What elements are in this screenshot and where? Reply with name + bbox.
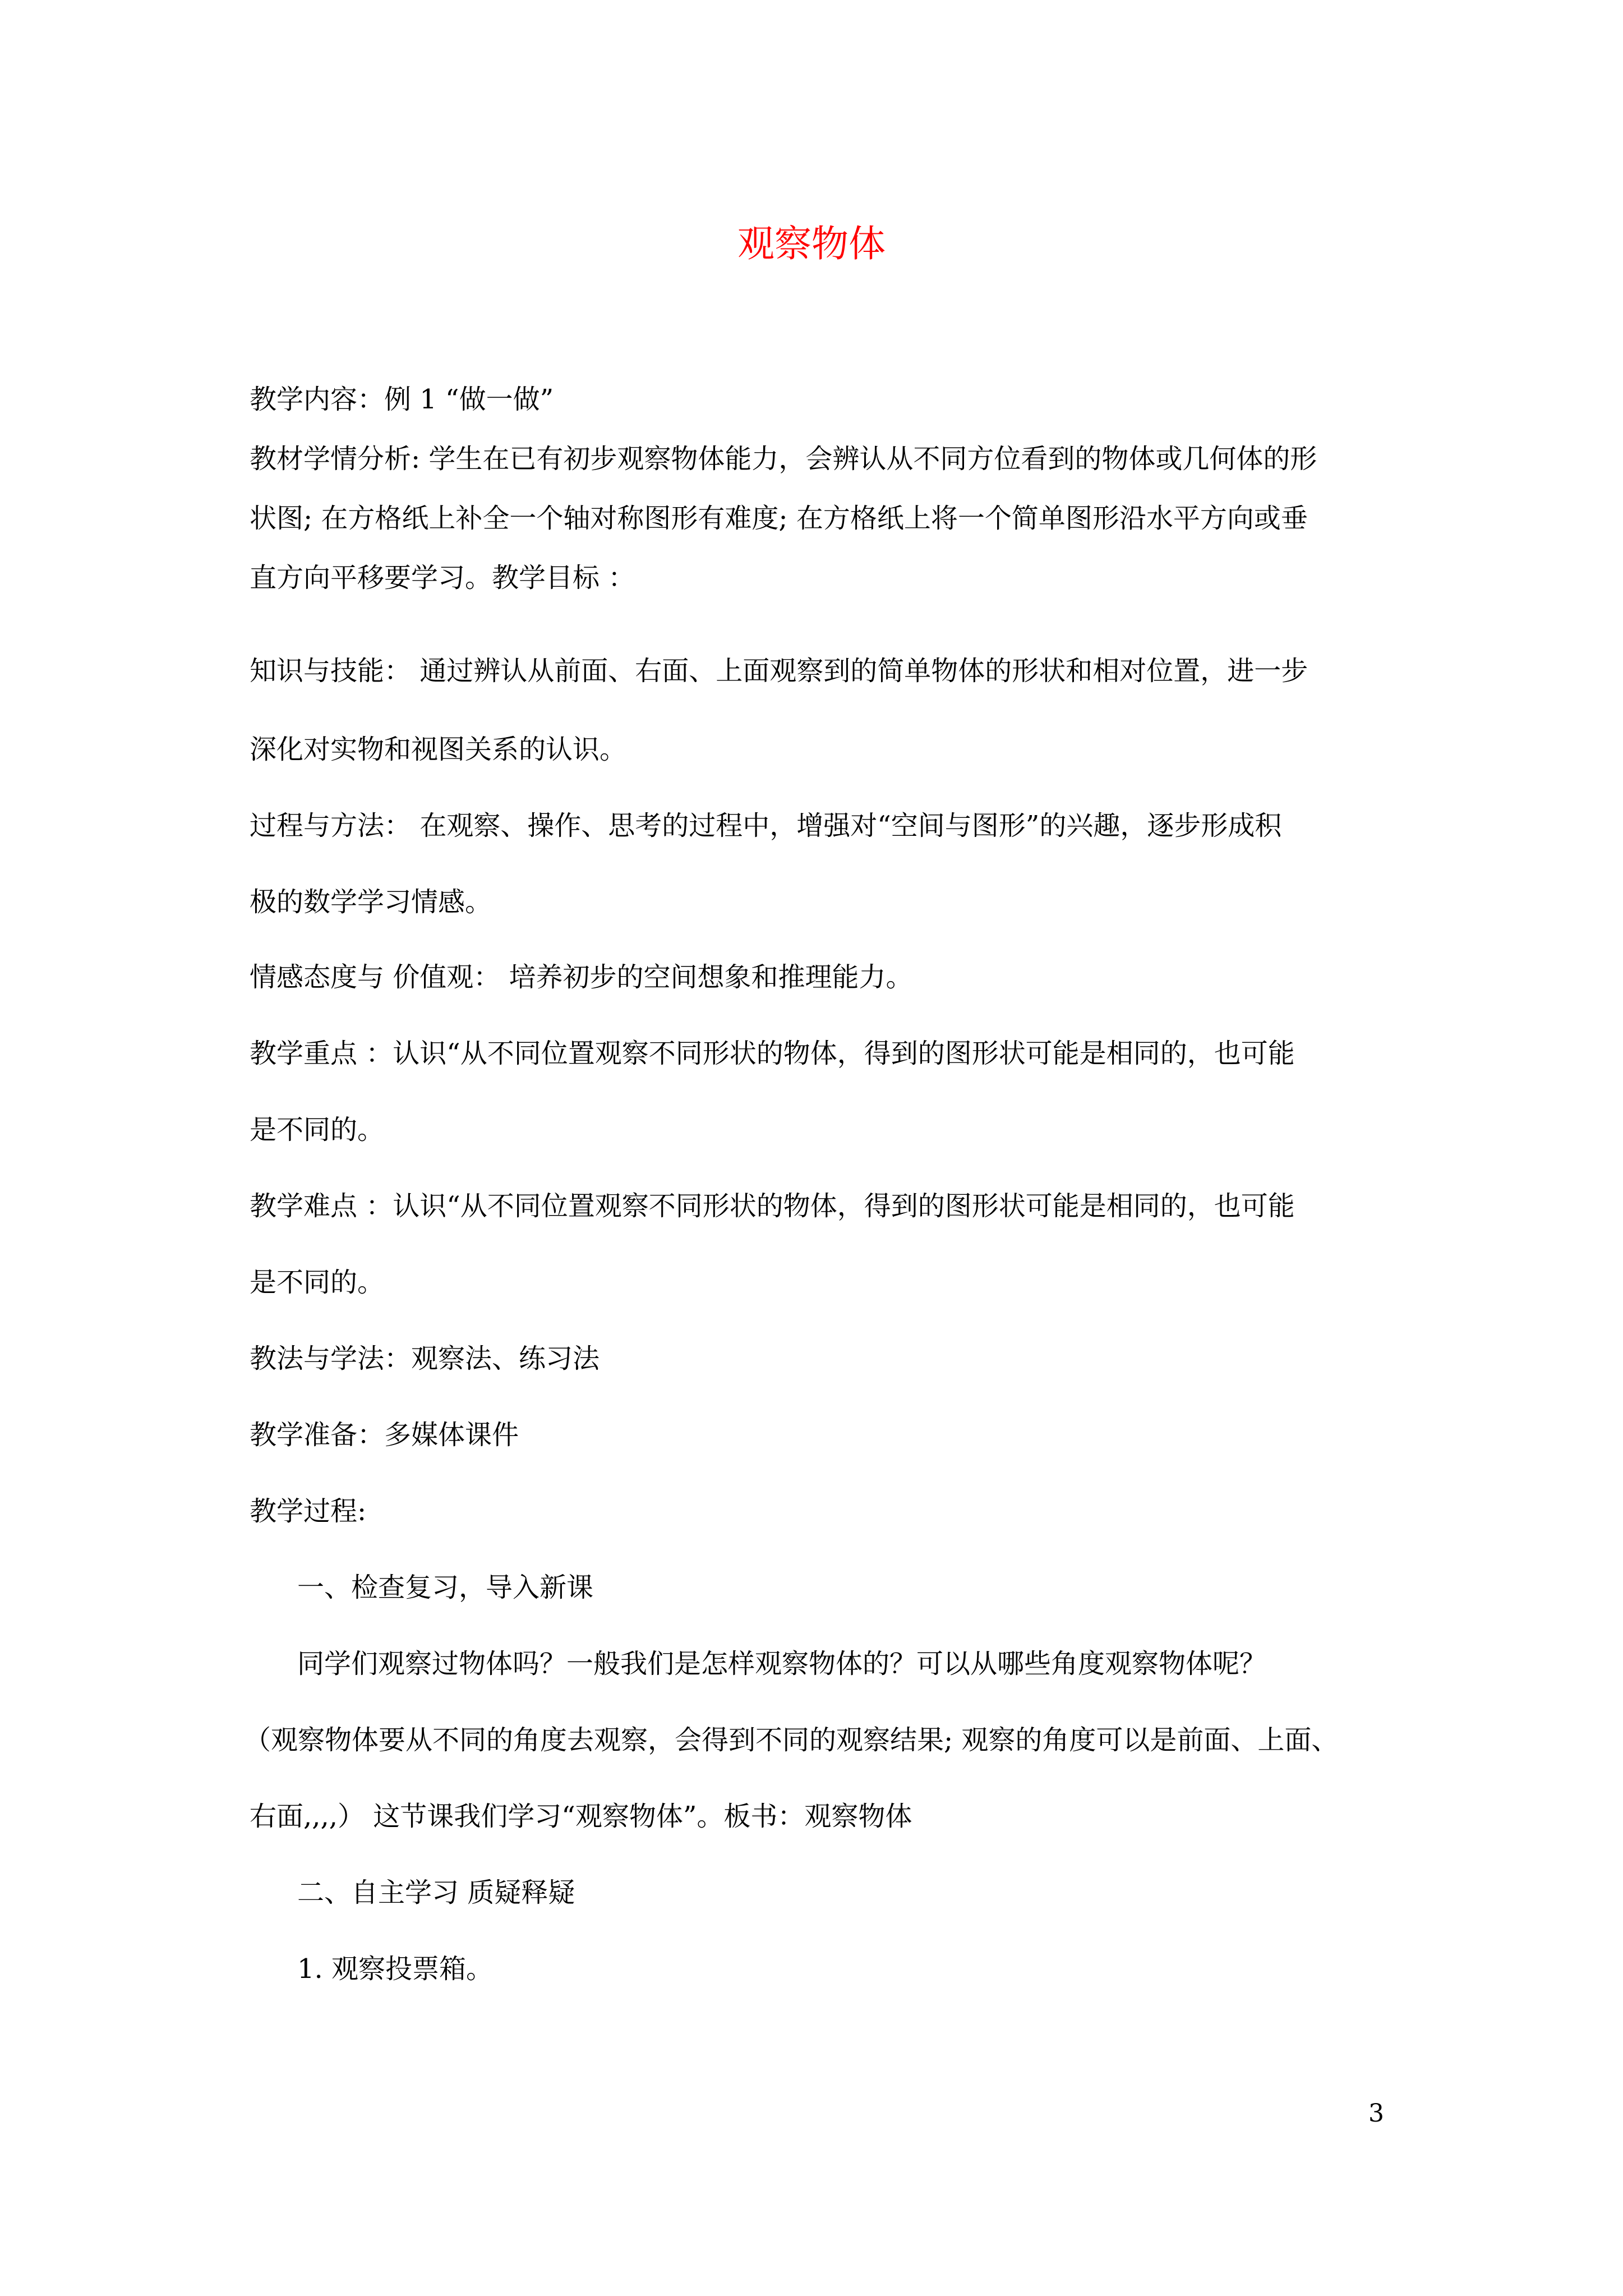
- text-line-key-point-2: 是不同的。: [250, 1114, 385, 1145]
- text-line-content: 教学内容：例 1 “做一做”: [250, 384, 554, 415]
- text-line-analysis-2: 状图; 在方格纸上补全一个轴对称图形有难度; 在方格纸上将一个简单图形沿水平方向或垂: [250, 503, 1308, 534]
- section-heading-1: 一、检查复习，导入新课: [297, 1572, 594, 1603]
- text-line-preparation: 教学准备：多媒体课件: [250, 1419, 519, 1451]
- document-title: 观察物体: [737, 222, 886, 265]
- text-line-process-2: 极的数学学习情感。: [250, 886, 492, 918]
- page-number: 3: [1368, 2099, 1384, 2128]
- text-line-process-heading: 教学过程:: [250, 1496, 367, 1527]
- text-line-attitude: 情感态度与 价值观： 培养初步的空间想象和推理能力。: [250, 961, 913, 993]
- text-line-knowledge-2: 深化对实物和视图关系的认识。: [250, 734, 627, 765]
- text-line-difficulty-1: 教学难点 ：认识“从不同位置观察不同形状的物体，得到的图形状可能是相同的，也可能: [250, 1190, 1295, 1222]
- text-line-item-1: 1. 观察投票箱。: [297, 1953, 494, 1985]
- text-line-methods: 教法与学法：观察法、练习法: [250, 1343, 600, 1374]
- text-line-difficulty-2: 是不同的。: [250, 1267, 385, 1298]
- text-line-knowledge-1: 知识与技能： 通过辨认从前面、右面、上面观察到的简单物体的形状和相对位置，进一步: [250, 655, 1308, 687]
- section-heading-2: 二、自主学习 质疑释疑: [297, 1877, 575, 1908]
- text-line-review-1: 同学们观察过物体吗？一般我们是怎样观察物体的？可以从哪些角度观察物体呢？: [297, 1648, 1267, 1680]
- text-line-process-1: 过程与方法： 在观察、操作、思考的过程中，增强对“空间与图形”的兴趣，逐步形成积: [250, 810, 1282, 841]
- text-line-analysis-3: 直方向平移要学习。教学目标 ：: [250, 562, 635, 593]
- text-line-key-point-1: 教学重点 ：认识“从不同位置观察不同形状的物体，得到的图形状可能是相同的，也可能: [250, 1038, 1295, 1069]
- text-line-review-3: 右面,,,,） 这节课我们学习“观察物体”。板书：观察物体: [250, 1801, 912, 1832]
- text-line-analysis-1: 教材学情分析: 学生在已有初步观察物体能力，会辨认从不同方位看到的物体或几何体的形: [250, 443, 1317, 475]
- text-line-review-2: （观察物体要从不同的角度去观察，会得到不同的观察结果; 观察的角度可以是前面、上面、: [244, 1724, 1339, 1756]
